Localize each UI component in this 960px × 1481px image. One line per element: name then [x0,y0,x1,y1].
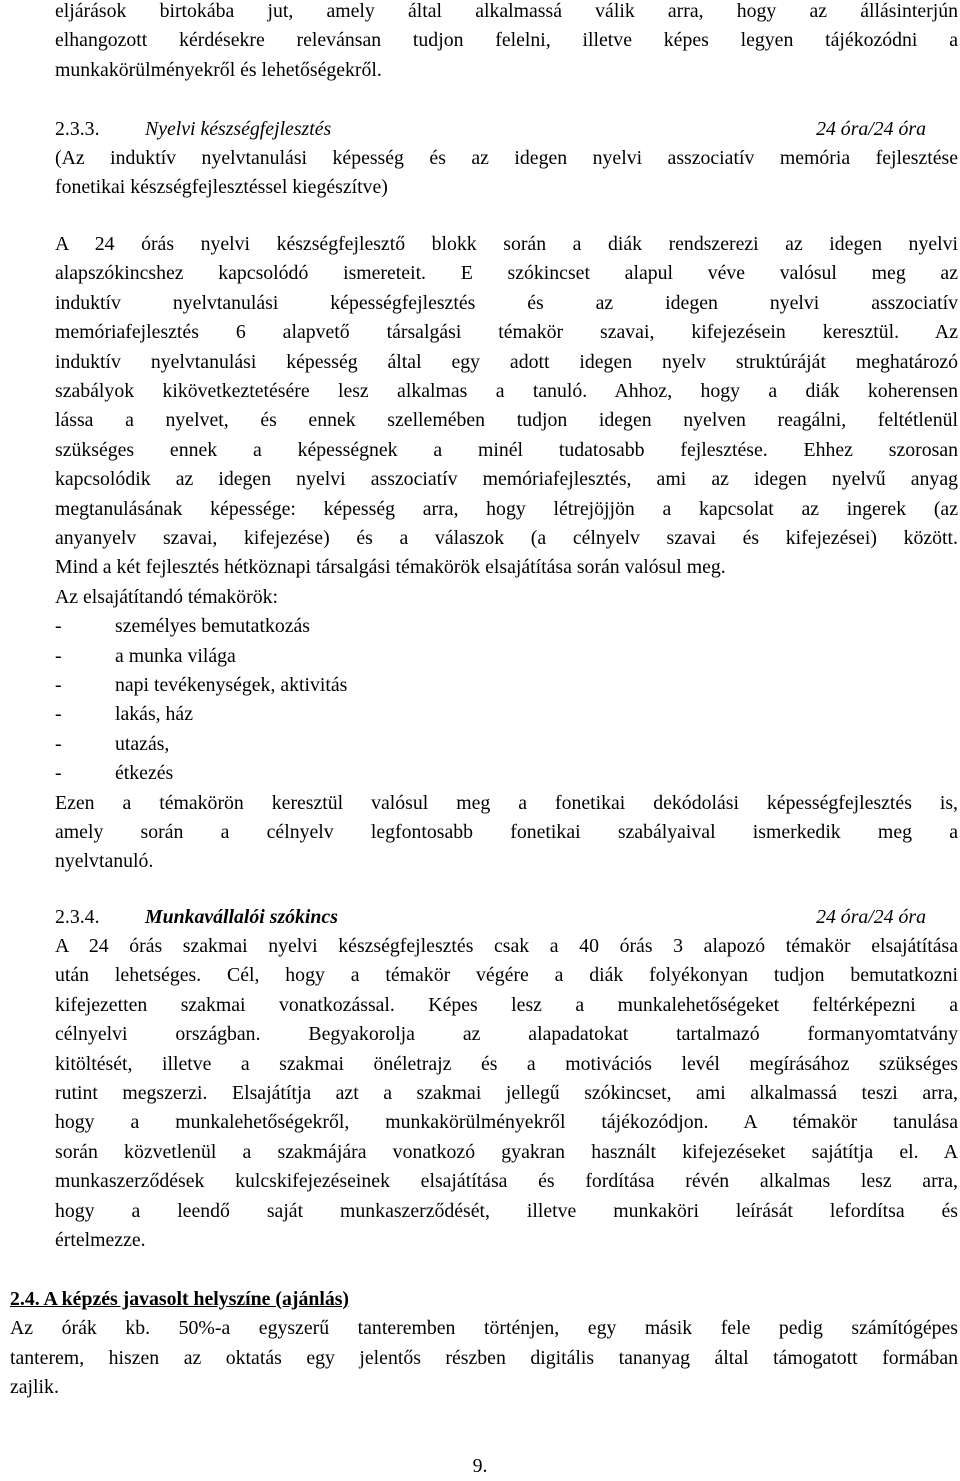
text-line: célnyelvi országban. Begyakorolja az alapadatokat tartalmazó formanyomtatvány [55,1023,958,1046]
list-item [55,642,958,671]
text-line: hogy a munkalehetőségekről, munkakörülményekről tájékozódjon. A témakör tanulása [55,1111,958,1134]
text-line: elhangozott kérdésekre relevánsan tudjon felelni, illetve képes legyen tájékozódni a [55,29,958,52]
text-line: Ezen a témakörön keresztül valósul meg a fonetikai dekódolási képességfejlesztés is, [55,791,958,814]
text-line: megtanulásának képessége: képesség arra, hogy létrejöjjön a kapcsolat az ingerek (az [55,497,958,520]
section-heading [10,1285,958,1314]
text-line: kifejezetten szakmai vonatkozással. Képes lesz a munkalehetőségeket feltérképezni a [55,993,958,1016]
list-item-text: lakás, ház [115,703,193,726]
text-line: eljárások birtokába jut, amely által alkalmassá válik arra, hogy az állásinterjún [55,0,958,22]
section-2-3-3-body [55,230,958,877]
text-line: nyelvtanuló. [55,850,154,873]
text-line: hogy a leendő saját munkaszerződését, illetve munkaköri leírását lefordítsa és [55,1199,958,1222]
page-number: 9. [472,1455,488,1477]
section-hours: 24 óra/24 óra [816,906,926,928]
text-line: szükséges ennek a képességnek a minél tudatosabb fejlesztése. Ehhez szorosan [55,438,958,461]
text-line: értelmezze. [55,1229,146,1252]
text-line: Az órák kb. 50%-a egyszerű tanteremben történjen, egy másik fele pedig számítógépes [10,1317,958,1340]
list-item-text: utazás, [115,732,170,755]
section-2-4 [10,1285,958,1403]
section-heading [55,903,958,932]
section-2-3-4 [55,903,958,1255]
text-line: során közvetlenül a szakmájára vonatkozó gyakran használt kifejezéseket sajátítja el. A [55,1140,958,1163]
list-dash: - [55,703,62,726]
section-heading [55,115,958,144]
list-item-text: személyes bemutatkozás [115,615,310,638]
section-2-3-3 [55,115,958,203]
text-line: alapszókincshez kapcsolódó ismereteit. E szókincset alapul véve valósul meg az [55,262,958,285]
text-line: induktív nyelvtanulási képesség által egy adott idegen nyelv struktúráját meghatározó [55,350,958,373]
topics-heading: Az elsajátítandó témakörök: [55,585,279,608]
list-item [55,730,958,759]
list-item [55,700,958,729]
list-item-text: étkezés [115,762,174,785]
text-line: munkaszerződések kulcskifejezéseinek elsajátítása és fordítása révén alkalmas lesz arra, [55,1170,958,1193]
text-line: Mind a két fejlesztés hétköznapi társalgási témakörök elsajátítása során valósul meg. [55,556,726,579]
list-item [55,612,958,641]
intro-paragraph [55,0,958,85]
text-line: anyanyelv szavai, kifejezése) és a válaszok (a célnyelv szavai és kifejezései) között. [55,527,958,550]
section-hours: 24 óra/24 óra [816,118,926,140]
section-title: Munkavállalói szókincs [145,906,338,928]
section-number: 2.3.4. [55,906,100,928]
text-line: kitöltését, illetve a szakmai önéletrajz és a motivációs levél megírásához szükséges [55,1052,958,1075]
list-dash: - [55,732,62,755]
text-line: munkakörülményekről és lehetőségekről. [55,58,382,81]
text-line: után lehetséges. Cél, hogy a témakör végére a diák folyékonyan tudjon bemutatkozni [55,964,958,987]
text-line: lássa a nyelvet, és ennek szellemében tudjon idegen nyelven reagálni, feltétlenül [55,409,958,432]
text-line: A 24 órás szakmai nyelvi készségfejlesztés csak a 40 órás 3 alapozó témakör elsajátítása [55,935,958,957]
list-dash: - [55,615,62,638]
list-item-text: a munka világa [115,644,236,667]
text-line: amely során a célnyelv legfontosabb fonetikai szabályaival ismerkedik meg a [55,821,958,844]
text-line: zajlik. [10,1376,59,1399]
text-line: szabályok kikövetkeztetésére lesz alkalmas a tanuló. Ahhoz, hogy a diák koherensen [55,380,958,403]
list-item-text: napi tevékenységek, aktivitás [115,674,348,697]
subtitle-line: (Az induktív nyelvtanulási képesség és az idegen nyelvi asszociatív memória fejlesztése [55,147,958,169]
list-item [55,671,958,700]
section-title: 2.4. A képzés javasolt helyszíne (ajánlás) [10,1288,350,1310]
list-dash: - [55,644,62,667]
section-number: 2.3.3. [55,118,100,140]
text-line: rutint megszerzi. Elsajátítja azt a szakmai jellegű szókincset, ami alkalmassá teszi arra, [55,1082,958,1105]
text-line: induktív nyelvtanulási képességfejlesztés és az idegen nyelvi asszociatív [55,291,958,314]
list-dash: - [55,674,62,697]
section-title: Nyelvi készségfejlesztés [145,118,332,140]
list-item [55,759,958,788]
list-dash: - [55,762,62,785]
text-line: tanterem, hiszen az oktatás egy jelentős részben digitális tananyag által támogatott formában [10,1346,958,1369]
text-line: A 24 órás nyelvi készségfejlesztő blokk során a diák rendszerezi az idegen nyelvi [55,233,958,255]
subtitle-line: fonetikai készségfejlesztéssel kiegészítve) [55,176,388,199]
text-line: kapcsolódik az idegen nyelvi asszociatív memóriafejlesztés, ami az idegen nyelvű anyag [55,468,958,491]
text-line: memóriafejlesztés 6 alapvető társalgási témakör szavai, kifejezésein keresztül. Az [55,321,958,344]
